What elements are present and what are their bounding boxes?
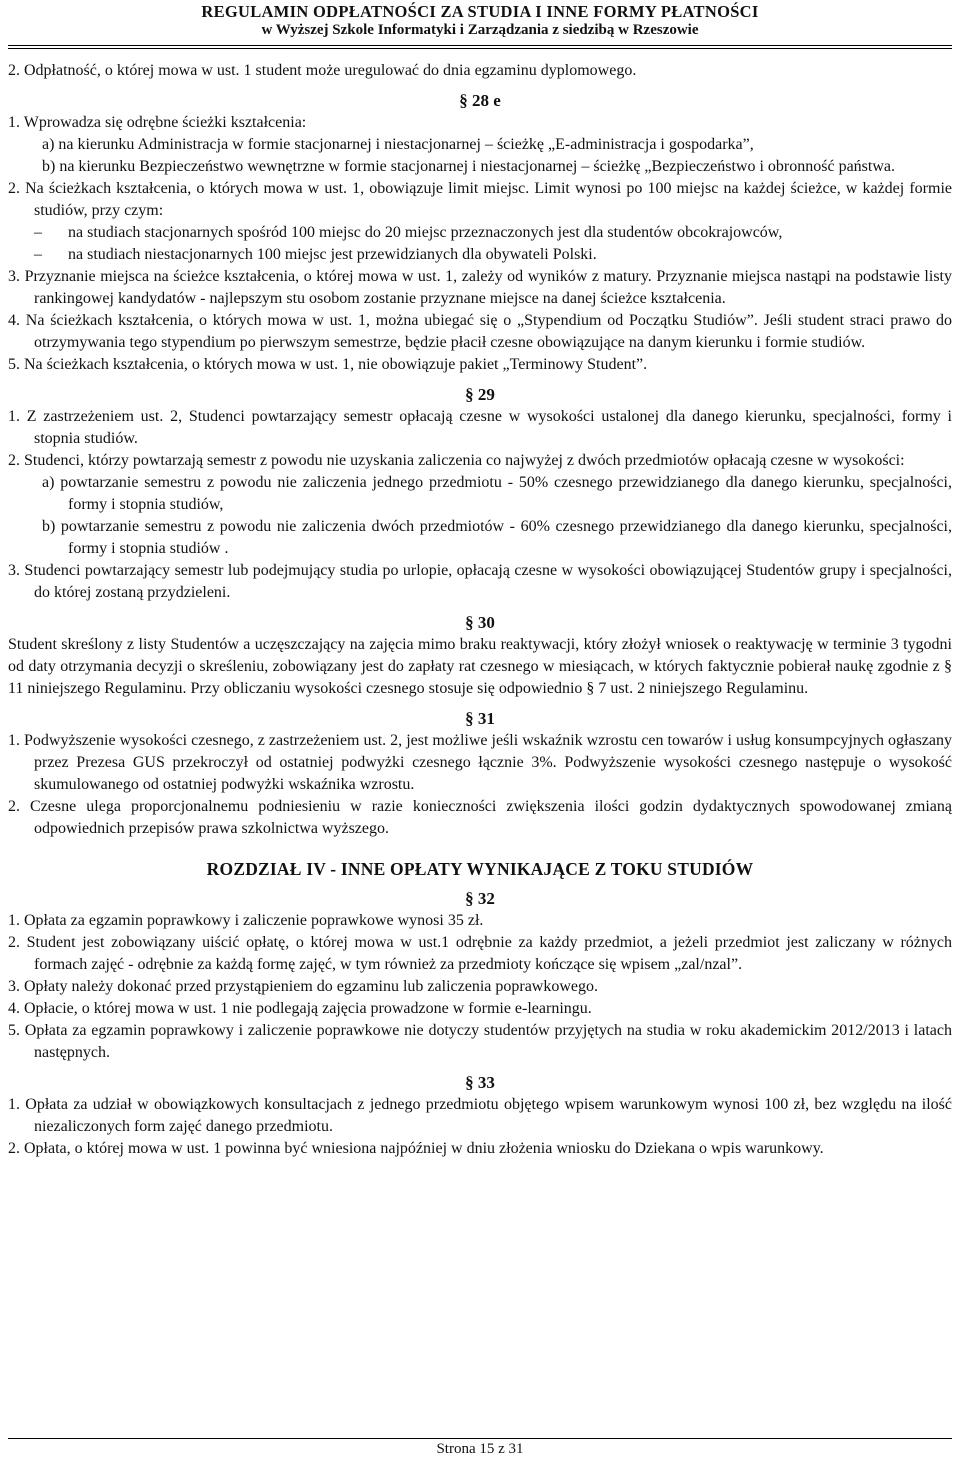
dash-item-text: na studiach stacjonarnych spośród 100 miejsc do 20 miejsc przeznaczonych jest dla studentów obcokrajowców, — [68, 224, 783, 241]
paragraph: Student skreślony z listy Studentów a uczęszczający na zajęcia mimo braku reaktywacji, który złożył wniosek o reaktywację w terminie 3 tygodni od daty otrzymania decyzji o skreśleniu, zobowiązany jest do zapłaty rat czesnego w miesiącach, w których faktycznie pobierał naukę zgodnie z § 11 niniejszego Regulaminu. Przy obliczaniu wysokości czesnego stosuje się odpowiednio § 7 ust. 2 niniejszego Regulaminu. — [8, 636, 952, 697]
dash-item — [8, 222, 952, 244]
section-heading-28e: § 28 e — [459, 91, 501, 110]
paragraph: 2. Czesne ulega proporcjonalnemu podniesieniu w razie konieczności zwiększenia ilości godzin dydaktycznych spowodowanej zmianą odpowiednich przepisów prawa szkolnictwa wyższego. — [8, 798, 952, 837]
paragraph: 1. Wprowadza się odrębne ścieżki kształcenia: — [8, 114, 307, 131]
paragraph: 2. Opłata, o której mowa w ust. 1 powinna być wniesiona najpóźniej w dniu złożenia wniosku do Dziekana o wpis warunkowy. — [8, 1140, 824, 1157]
paragraph: 3. Przyznanie miejsca na ścieżce kształcenia, o której mowa w ust. 1, zależy od wyników z matury. Przyznanie miejsca nastąpi na podstawie listy rankingowej kandydatów - najlepszym stu osobom zostanie przyznane miejsce na danej ścieżce kształcenia. — [8, 268, 952, 307]
header-rule-bottom — [8, 48, 952, 49]
header-subtitle: w Wyższej Szkole Informatyki i Zarządzania z siedzibą w Rzeszowie — [261, 22, 699, 38]
paragraph: 1. Opłata za egzamin poprawkowy i zaliczenie poprawkowe wynosi 35 zł. — [8, 912, 484, 929]
paragraph: 2. Studenci, którzy powtarzają semestr z powodu nie uzyskania zaliczenia co najwyżej z dwóch przedmiotów opłacają czesne w wysokości: — [8, 452, 905, 469]
dash-item-text: na studiach niestacjonarnych 100 miejsc jest przewidzianych dla obywateli Polski. — [68, 246, 597, 263]
header-rule-top — [8, 45, 952, 46]
list-item: b) na kierunku Bezpieczeństwo wewnętrzne w formie stacjonarnej i niestacjonarnej – ścieżkę „Bezpieczeństwo i obronność państwa. — [42, 158, 895, 175]
section-heading-32: § 32 — [465, 889, 495, 908]
paragraph: 1. Opłata za udział w obowiązkowych konsultacjach z jednego przedmiotu objętego wpisem warunkowym wynosi 100 zł, bez względu na ilość niezaliczonych form zajęć danego przedmiotu. — [8, 1096, 952, 1135]
list-item: a) na kierunku Administracja w formie stacjonarnej i niestacjonarnej – ścieżkę „E-administracja i gospodarka”, — [42, 136, 754, 153]
paragraph: 3. Opłaty należy dokonać przed przystąpieniem do egzaminu lub zaliczenia poprawkowego. — [8, 978, 598, 995]
section-heading-29: § 29 — [465, 385, 495, 404]
paragraph: 4. Na ścieżkach kształcenia, o których mowa w ust. 1, można ubiegać się o „Stypendium od Początku Studiów”. Jeśli student straci prawo do otrzymywania tego stypendium po pierwszym semestrze, będzie płacił czesne obowiązujące na danym kierunku i formie studiów. — [8, 312, 952, 351]
paragraph: 2. Odpłatność, o której mowa w ust. 1 student może uregulować do dnia egzaminu dyplomowego. — [8, 62, 637, 79]
footer-rule — [8, 1438, 952, 1439]
section-heading-33: § 33 — [465, 1073, 495, 1092]
list-item: a) powtarzanie semestru z powodu nie zaliczenia jednego przedmiotu - 50% czesnego przewidzianego dla danego kierunku, specjalności, formy i stopnia studiów, — [42, 474, 952, 513]
chapter-heading: ROZDZIAŁ IV - INNE OPŁATY WYNIKAJĄCE Z TOKU STUDIÓW — [206, 859, 754, 879]
section-heading-31: § 31 — [465, 709, 495, 728]
paragraph: 5. Opłata za egzamin poprawkowy i zaliczenie poprawkowe nie dotyczy studentów przyjętych na studia w roku akademickim 2012/2013 i latach następnych. — [8, 1022, 952, 1061]
dash-marker: – — [34, 224, 42, 241]
list-item: b) powtarzanie semestru z powodu nie zaliczenia dwóch przedmiotów - 60% czesnego przewidzianego dla danego kierunku, specjalności, formy i stopnia studiów . — [42, 518, 952, 557]
dash-marker: – — [34, 246, 42, 263]
document-body — [8, 60, 952, 1160]
paragraph: 1. Podwyższenie wysokości czesnego, z zastrzeżeniem ust. 2, jest możliwe jeśli wskaźnik wzrostu cen towarów i usług konsumpcyjnych ogłaszany przez Prezesa GUS przekroczył od ostatniej podwyżki czesnego łącznie 3%. Podwyższenie wysokości czesnego następuje o wysokość skumulowanego od ostatniej podwyżki wskaźnika wzrostu. — [8, 732, 952, 793]
header-title: REGULAMIN ODPŁATNOŚCI ZA STUDIA I INNE FORMY PŁATNOŚCI — [201, 2, 759, 21]
paragraph: 2. Student jest zobowiązany uiścić opłatę, o której mowa w ust.1 odrębnie za każdy przedmiot, a jeżeli przedmiot jest zaliczany w różnych formach zajęć - odrębnie za każdą formę zajęć, w tym również za przedmioty kończące się wpisem „zal/nzal”. — [8, 934, 952, 973]
page-header — [0, 2, 960, 40]
paragraph: 4. Opłacie, o której mowa w ust. 1 nie podlegają zajęcia prowadzone w formie e-learningu. — [8, 1000, 592, 1017]
dash-item — [8, 244, 952, 266]
page-number: Strona 15 z 31 — [436, 1441, 524, 1457]
paragraph: 5. Na ścieżkach kształcenia, o których mowa w ust. 1, nie obowiązuje pakiet „Terminowy Student”. — [8, 356, 648, 373]
paragraph: 3. Studenci powtarzający semestr lub podejmujący studia po urlopie, opłacają czesne w wysokości obowiązującej Studentów grupy i specjalności, do której zostaną przydzieleni. — [8, 562, 952, 601]
paragraph: 2. Na ścieżkach kształcenia, o których mowa w ust. 1, obowiązuje limit miejsc. Limit wynosi po 100 miejsc na każdej ścieżce, w każdej formie studiów, przy czym: — [8, 180, 952, 219]
paragraph: 1. Z zastrzeżeniem ust. 2, Studenci powtarzający semestr opłacają czesne w wysokości ustalonej dla danego kierunku, specjalności, formy i stopnia studiów. — [8, 408, 952, 447]
section-heading-30: § 30 — [465, 613, 495, 632]
